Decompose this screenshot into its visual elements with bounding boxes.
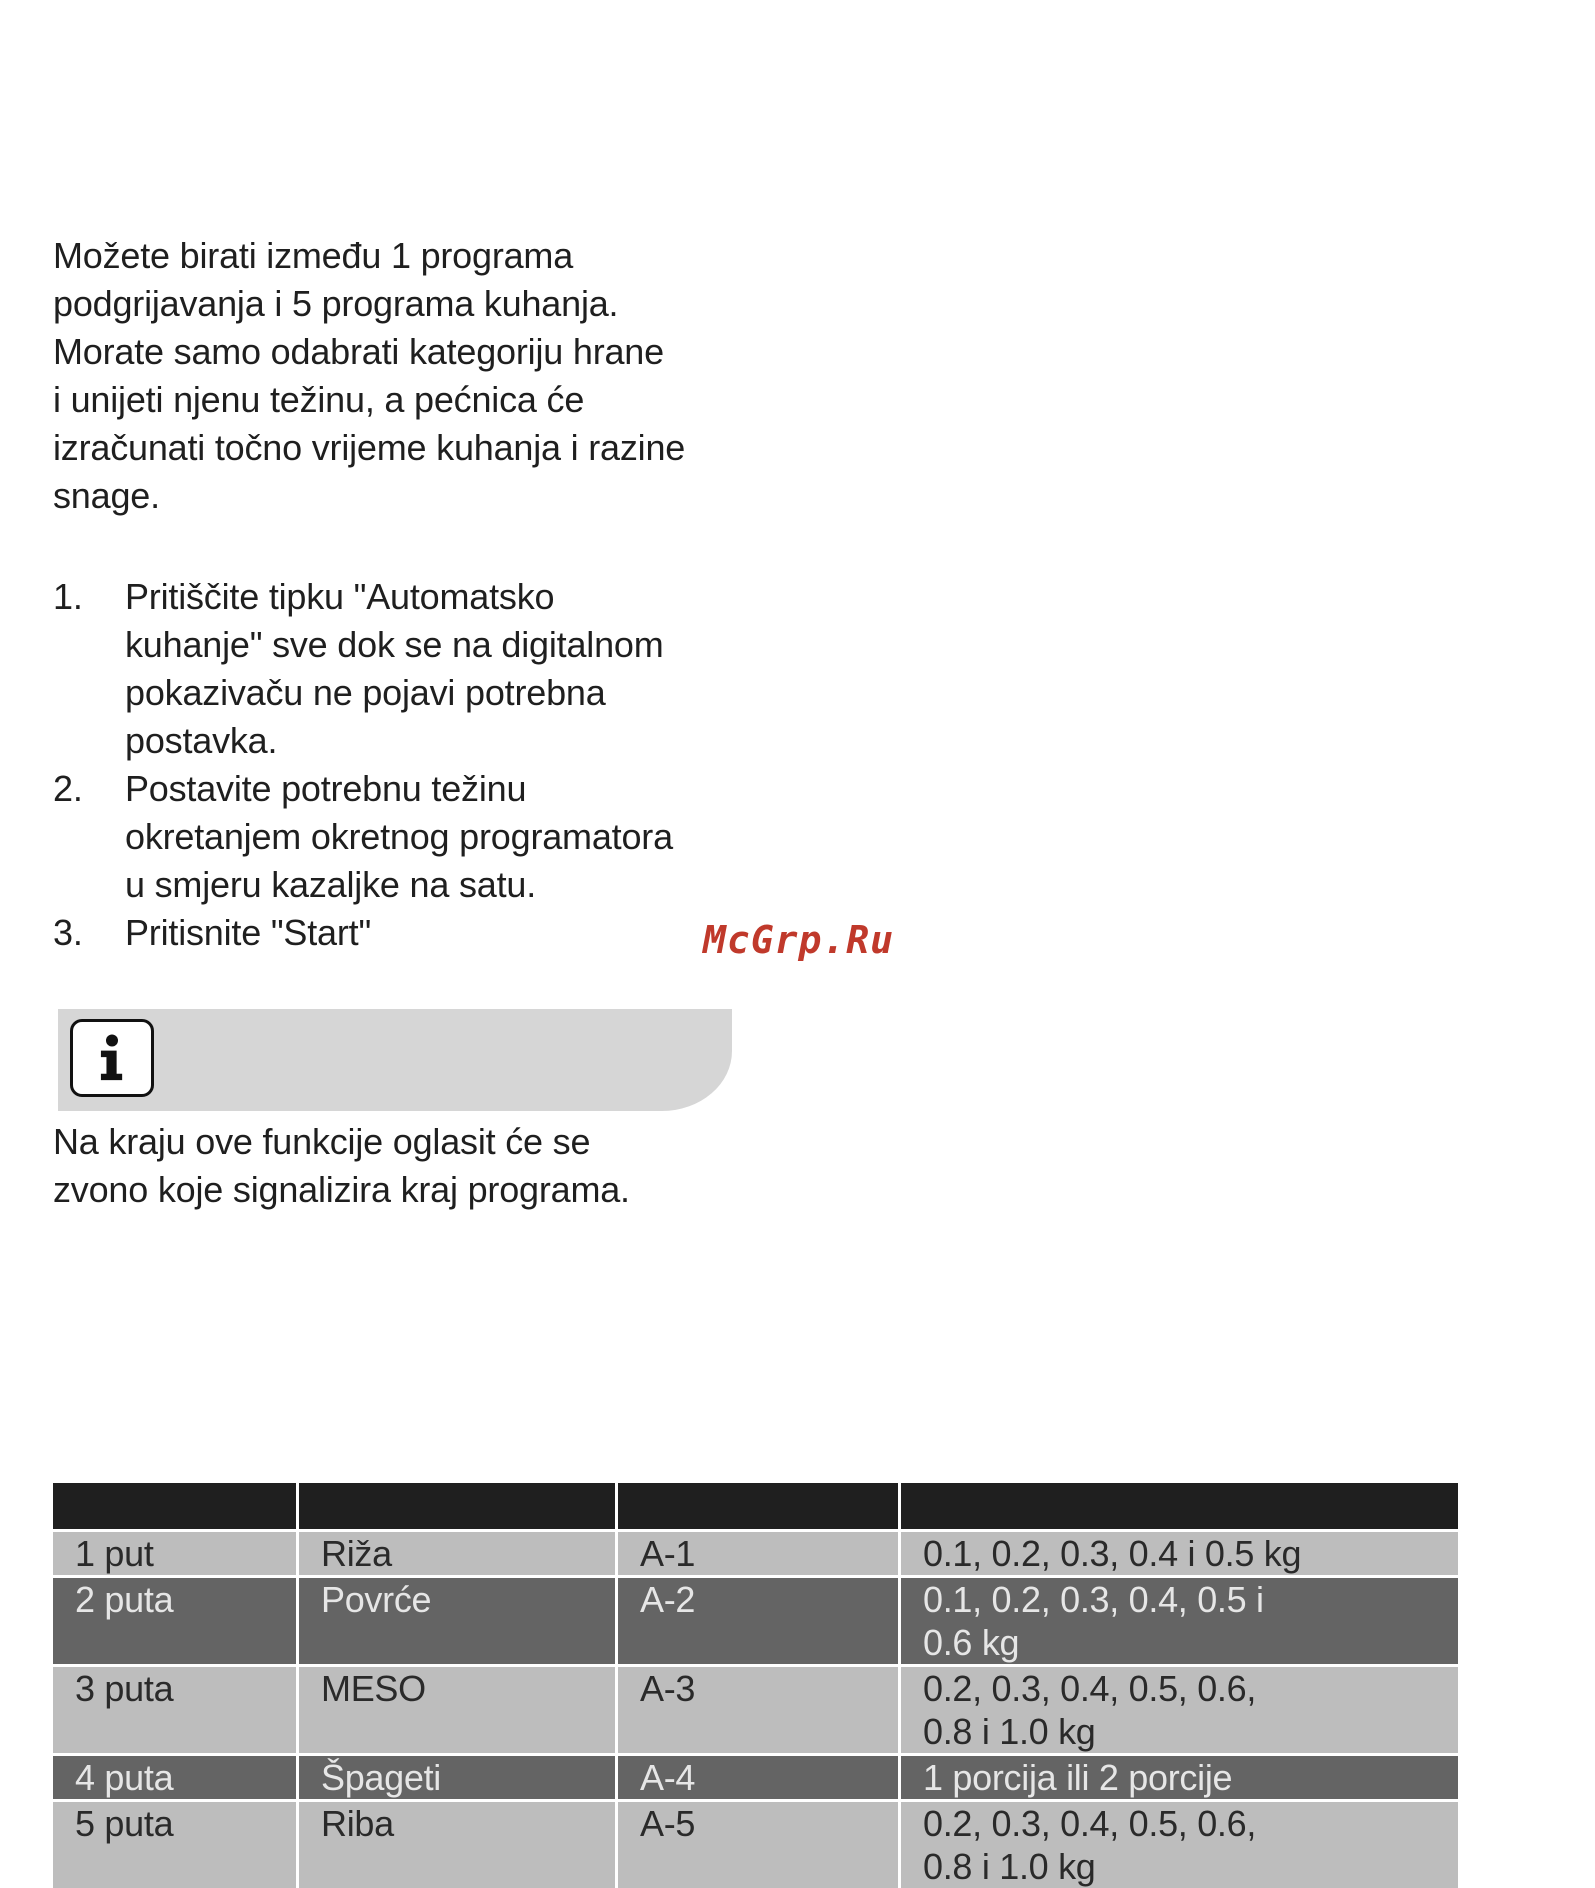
presses-cell: 4 puta — [53, 1755, 298, 1801]
weight-cell — [900, 1666, 1459, 1755]
step-line: postavka. — [125, 717, 753, 765]
steps-list — [53, 573, 753, 957]
presses-cell: 3 puta — [53, 1666, 298, 1755]
step-text — [125, 573, 753, 765]
food-cell: Riba — [298, 1801, 617, 1888]
intro-line: izračunati točno vrijeme kuhanja i razine — [53, 424, 753, 472]
table-row — [53, 1755, 1458, 1801]
table-header-cell — [900, 1483, 1459, 1531]
table-header-cell — [298, 1483, 617, 1531]
step-number: 1. — [53, 573, 125, 765]
food-cell: Špageti — [298, 1755, 617, 1801]
info-banner — [58, 1009, 732, 1111]
weight-cell — [900, 1801, 1459, 1888]
step-number: 2. — [53, 765, 125, 909]
intro-paragraph — [53, 232, 753, 520]
intro-line: podgrijavanja i 5 programa kuhanja. — [53, 280, 753, 328]
weight-line: 0.8 i 1.0 kg — [923, 1845, 1436, 1888]
note-line: Na kraju ove funkcije oglasit će se — [53, 1118, 753, 1166]
step-item — [53, 573, 753, 765]
code-cell: A-4 — [617, 1755, 900, 1801]
step-text — [125, 765, 753, 909]
presses-cell: 2 puta — [53, 1577, 298, 1666]
intro-line: Morate samo odabrati kategoriju hrane — [53, 328, 753, 376]
food-cell: Riža — [298, 1531, 617, 1577]
code-cell: A-5 — [617, 1801, 900, 1888]
step-line: Pritisnite "Start" — [125, 909, 753, 957]
weight-line: 0.6 kg — [923, 1621, 1436, 1664]
weight-cell — [900, 1531, 1459, 1577]
step-item — [53, 909, 753, 957]
step-line: Pritiščite tipku "Automatsko — [125, 573, 753, 621]
code-cell: A-3 — [617, 1666, 900, 1755]
presses-cell: 5 puta — [53, 1801, 298, 1888]
food-cell: MESO — [298, 1666, 617, 1755]
weight-line: 0.8 i 1.0 kg — [923, 1710, 1436, 1753]
info-icon — [70, 1019, 154, 1097]
table-header-row — [53, 1483, 1458, 1531]
step-line: okretanjem okretnog programatora — [125, 813, 753, 861]
intro-line: snage. — [53, 472, 753, 520]
step-text — [125, 909, 753, 957]
step-line: kuhanje" sve dok se na digitalnom — [125, 621, 753, 669]
weight-cell — [900, 1577, 1459, 1666]
weight-line: 1 porcija ili 2 porcije — [923, 1756, 1436, 1799]
code-cell: A-2 — [617, 1577, 900, 1666]
food-cell: Povrće — [298, 1577, 617, 1666]
code-cell: A-1 — [617, 1531, 900, 1577]
table-row — [53, 1531, 1458, 1577]
presses-cell: 1 put — [53, 1531, 298, 1577]
weight-line: 0.1, 0.2, 0.3, 0.4, 0.5 i — [923, 1578, 1436, 1621]
table-row — [53, 1577, 1458, 1666]
note-line: zvono koje signalizira kraj programa. — [53, 1166, 753, 1214]
step-line: Postavite potrebnu težinu — [125, 765, 753, 813]
weight-line: 0.2, 0.3, 0.4, 0.5, 0.6, — [923, 1667, 1436, 1710]
weight-line: 0.1, 0.2, 0.3, 0.4 i 0.5 kg — [923, 1532, 1436, 1575]
step-line: pokazivaču ne pojavi potrebna — [125, 669, 753, 717]
weight-line: 0.2, 0.3, 0.4, 0.5, 0.6, — [923, 1802, 1436, 1845]
note-paragraph — [53, 1118, 753, 1214]
step-item — [53, 765, 753, 909]
table-header-cell — [53, 1483, 298, 1531]
intro-line: Možete birati između 1 programa — [53, 232, 753, 280]
step-number: 3. — [53, 909, 125, 957]
weight-cell — [900, 1755, 1459, 1801]
table-row — [53, 1801, 1458, 1888]
program-table — [53, 1483, 1458, 1888]
table-row — [53, 1666, 1458, 1755]
table-header-cell — [617, 1483, 900, 1531]
watermark: McGrp.Ru — [703, 918, 894, 962]
step-line: u smjeru kazaljke na satu. — [125, 861, 753, 909]
intro-line: i unijeti njenu težinu, a pećnica će — [53, 376, 753, 424]
